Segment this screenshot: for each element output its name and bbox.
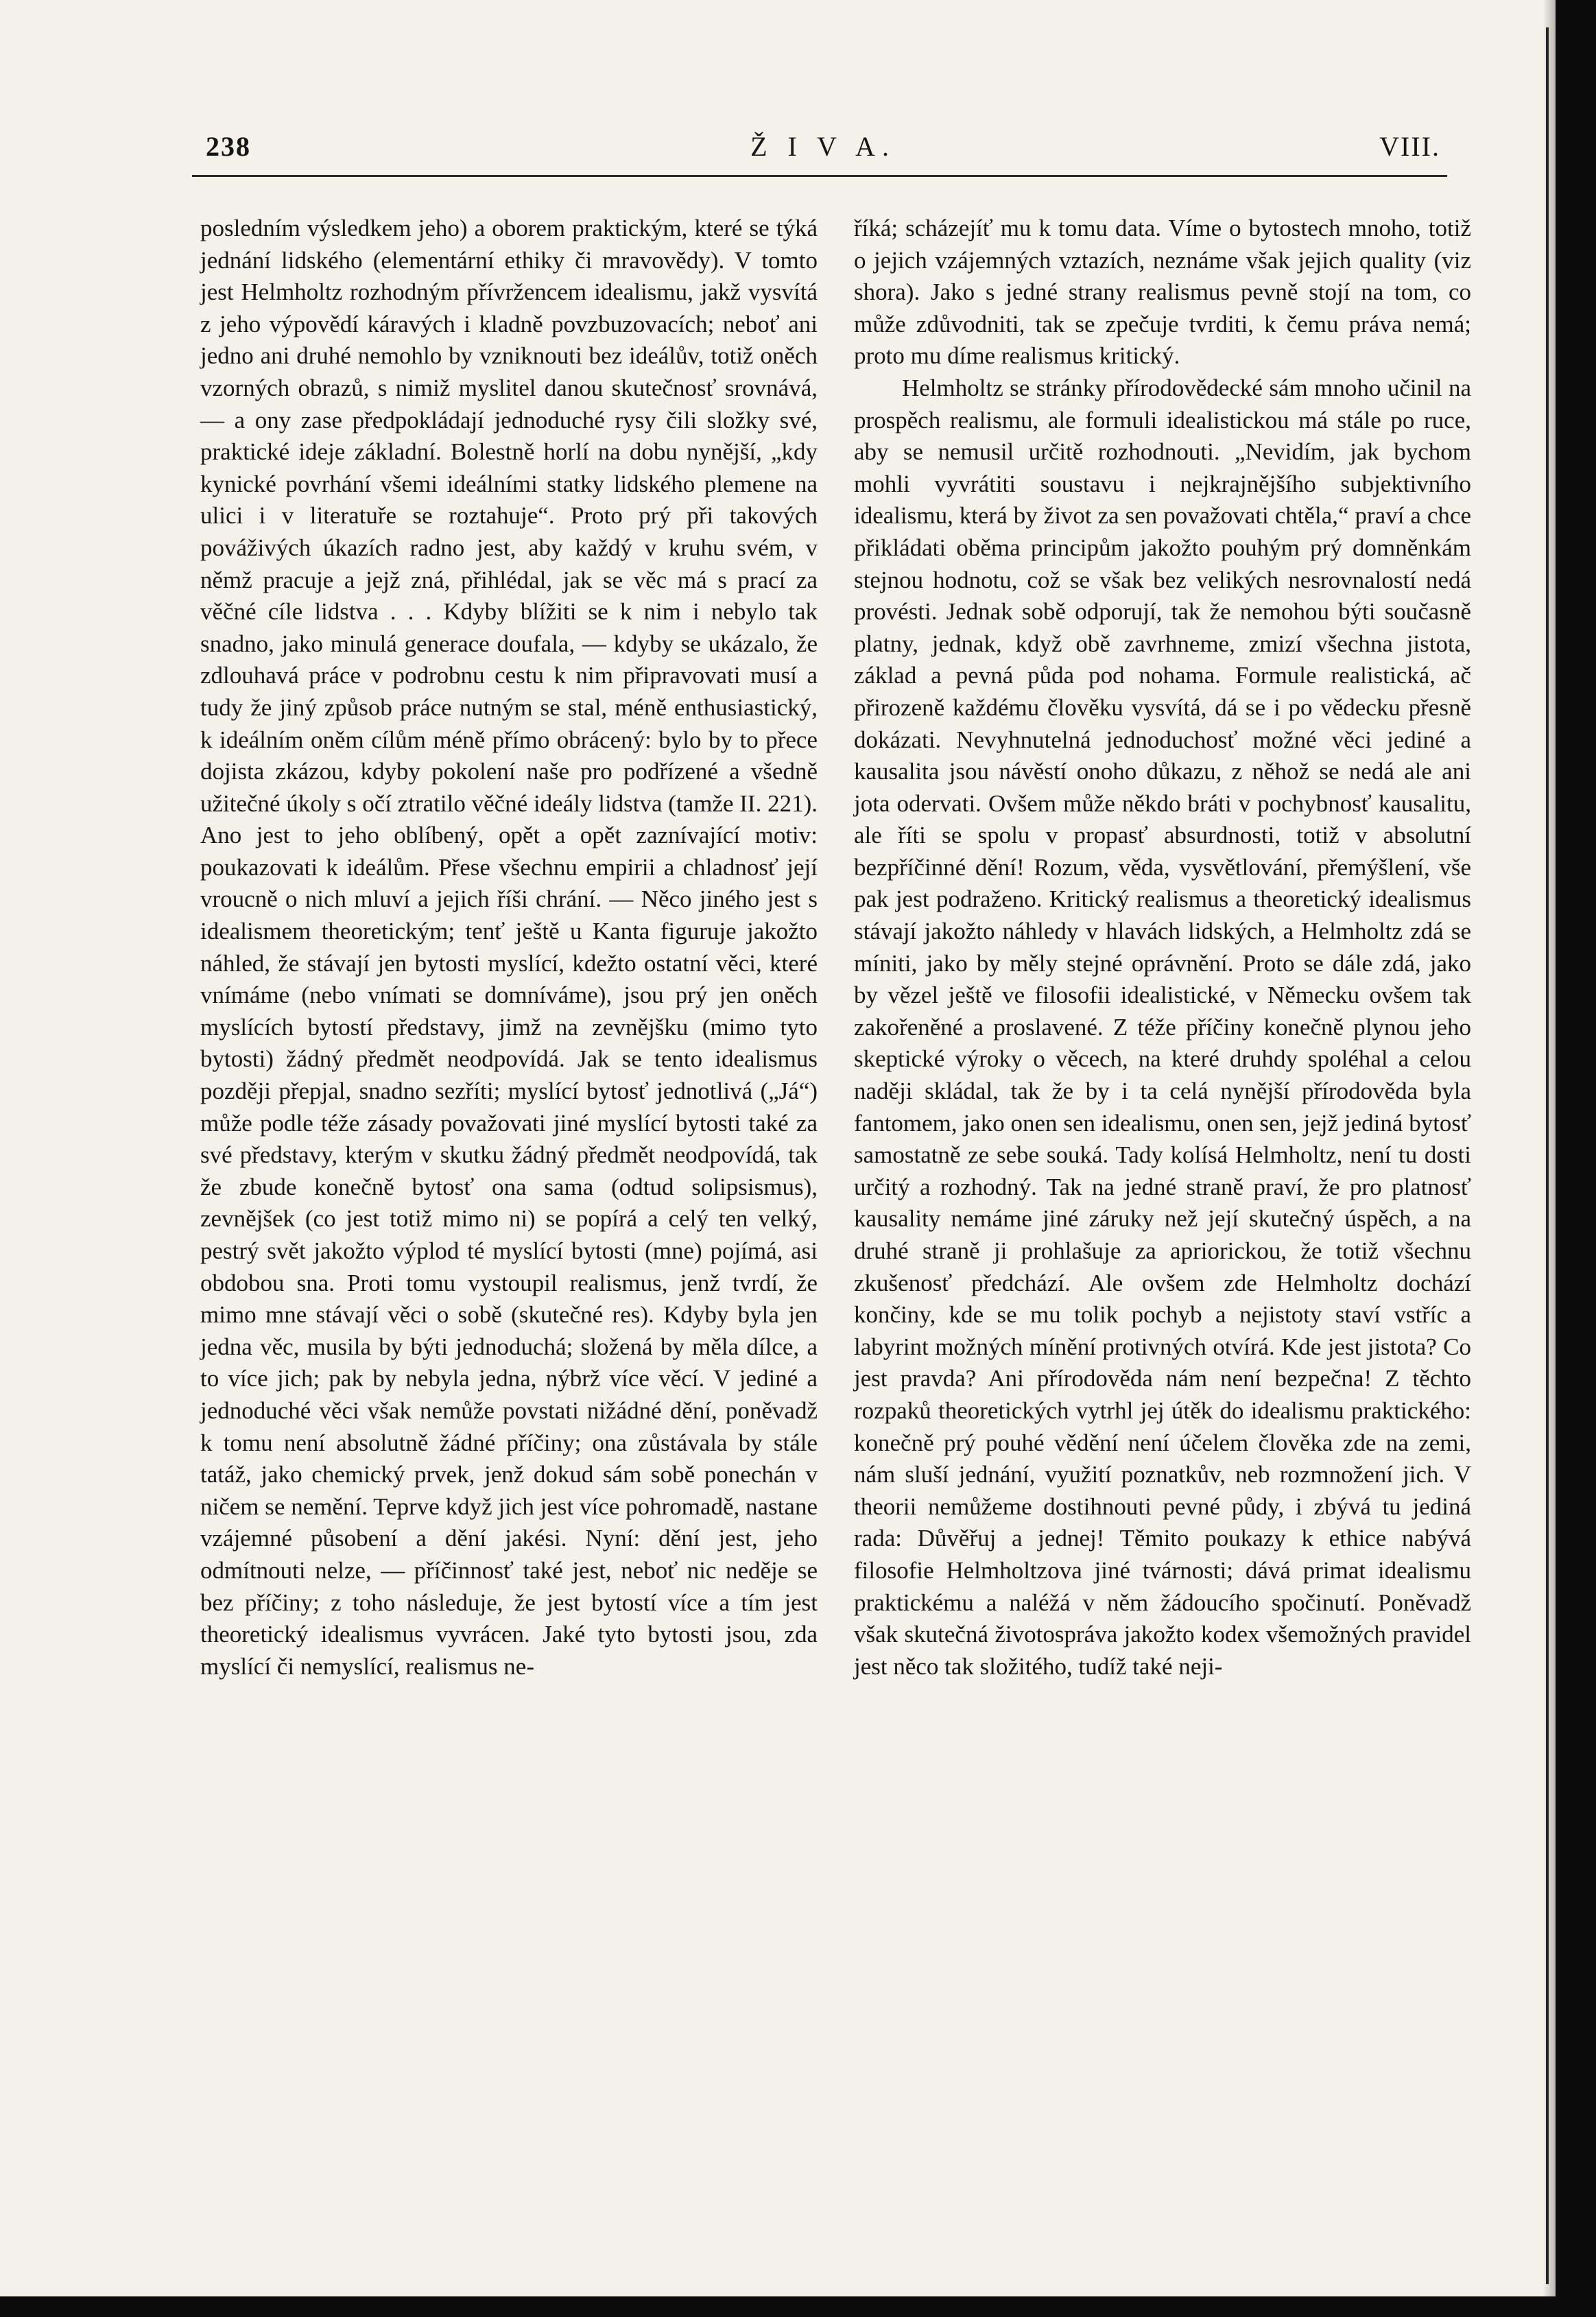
right-paragraph: říká; scházejíť mu k tomu data. Víme o bytostech mnoho, totiž o jejich vzájemných vztazích, neznáme však jejich quality (viz shora). Jako s jedné strany realismus pevně stojí na tom, co může zdůvodniti, tak se zpečuje tvrditi, k čemu práva nemá; proto mu díme realismus kritický. [854,215,1471,370]
binding-edge [1546,27,1549,2284]
right-column [854,213,1471,1683]
journal-title: Ž I V A. [750,131,896,162]
right-paragraph: Helmholtz se stránky přírodovědecké sám mnoho učinil na prospěch realismu, ale formuli idealistickou má stále po ruce, aby se nemusil určitě rozhodnouti. „Nevidím, jak bychom mohli vyvrátiti soustavu i nejkrajnějšího subjektivního idealismu, která by život za sen považovati chtěla,“ praví a chce přikládati oběma principům jakožto pouhým prý domněnkám stejnou hodnotu, což se však bez velikých nesrovnalostí nedá provésti. Jednak sobě odporují, tak že nemohou býti současně platny, jednak, když obě zavrhneme, zmizí všechna jistota, základ a pevná půda pod nohama. Formule realistická, ač přirozeně každému člověku vysvítá, dá se i po vědecku přesně dokázati. Nevyhnutelná jednoduchosť možné věci jediné a kausalita jsou návěstí onoho důkazu, z něhož se nedá ale ani jota odervati. Ovšem může někdo bráti v pochybnosť kausalitu, ale říti se spolu v propasť absurdnosti, totiž v absolutní bezpříčinné dění! Rozum, věda, vysvětlování, přemýšlení, vše pak jest podraženo. Kritický realismus a theoretický idealismus stávají jakožto náhledy v hlavách lidských, a Helmholtz zdá se míniti, jako by měly stejné oprávnění. Proto se dále zdá, jako by vězel ještě ve filosofii idealistické, v Německu ovšem tak zakořeněné a proslavené. Z téže příčiny konečně plynou jeho skeptické výroky o věcech, na které druhdy spoléhal a celou naději skládal, tak že by i ta celá nynější přírodověda byla fantomem, jako onen sen idealismu, onen sen, jejž jediná bytosť samostatně ze sebe souká. Tady kolísá Helmholtz, není tu dosti určitý a rozhodný. Tak na jedné straně praví, že pro platnosť kausality nemáme jiné záruky než její skutečný úspěch, a na druhé straně ji prohlašuje za apriorickou, že totiž všechnu zkušenosť předchází. Ale ovšem zde Helmholtz dochází končiny, kde se mu tolik pochyb a nejistoty staví vstříc a labyrint možných mínění protivných otvírá. Kde jest jistota? Co jest pravda? Ani přírodověda nám není bezpečna! Z těchto rozpaků theoretických vytrhl jej útěk do idealismu praktického: konečně prý pouhé vědění není účelem člověka zde na zemi, nám sluší jednání, využití poznatkův, neb rozmnožení jich. V theorii nemůžeme dostihnouti pevné půdy, i zbývá tu jediná rada: Důvěřuj a jednej! Těmito poukazy k ethice nabývá filosofie Helmholtzova jiné tvárnosti; dává primat idealismu praktickému a naléžá v něm žádoucího spočinutí. Poněvadž však skutečná životospráva jakožto kodex všemožných pravidel jest něco tak složitého, tudíž také neji- [854,374,1471,1680]
page-edge-shadow [1543,0,1556,2296]
running-header [206,123,1440,171]
page-number: 238 [206,131,251,162]
header-rule [192,175,1447,177]
volume-number: VIII. [1379,131,1440,162]
left-column [200,213,818,1683]
left-paragraph: posledním výsledkem jeho) a oborem praktickým, které se týká jednání lidského (elementární ethiky či mravovědy). V tomto jest Helmholtz rozhodným přívržencem idealismu, jakž vysvítá z jeho výpovědí káravých i kladně povzbuzovacích; neboť ani jedno ani druhé nemohlo by vzniknouti bez ideálův, totiž oněch vzorných obrazů, s nimiž myslitel danou skutečnosť srovnává, — a ony zase předpokládají jednoduché rysy čili složky své, praktické ideje základní. Bolestně horlí na dobu nynější, „kdy kynické povrhání všemi ideálními statky lidského plemene na ulici i v literatuře se roztahuje“. Proto prý při takových pováživých úkazích radno jest, aby každý v kruhu svém, v němž pracuje a jejž zná, přihlédal, jak se věc má s prací za věčné cíle lidstva . . . Kdyby blížiti se k nim i nebylo tak snadno, jako minulá generace doufala, — kdyby se ukázalo, že zdlouhavá práce v podrobnu cestu k nim připravovati musí a tudy že jiný způsob práce nutným se stal, méně enthusiastický, k ideálním oněm cílům méně přímo obrácený: bylo by to přece dojista zkázou, kdyby pokolení naše pro podřízené a všedně užitečné úkoly s očí ztratilo věčné ideály lidstva (tamže II. 221). Ano jest to jeho oblíbený, opět a opět zaznívající motiv: poukazovati k ideálům. Přese všechnu empirii a chladnosť její vroucně o nich mluví a jejich říši chrání. — Něco jiného jest s idealismem theoretickým; tenť ještě u Kanta figuruje jakožto náhled, že stávají jen bytosti myslící, kdežto ostatní věci, které vnímáme (nebo vnímati se domníváme), jsou prý jen oněch myslících bytostí představy, jimž na zevnějšku (mimo tyto bytosti) žádný předmět neodpovídá. Jak se tento idealismus později přepjal, snadno sezříti; myslící bytosť jednotlivá („Já“) může podle téže zásady považovati jiné myslící bytosti také za své představy, kterým v skutku žádný předmět neodpovídá, tak že zbude konečně bytosť ona sama (odtud solipsismus), zevnějšek (co jest totiž mimo ni) se popírá a celý ten velký, pestrý svět jakožto výplod té myslící bytosti (mne) pojímá, asi obdobou sna. Proti tomu vystoupil realismus, jenž tvrdí, že mimo mne stávají věci o sobě (skutečné res). Kdyby byla jen jedna věc, musila by býti jednoduchá; složená by měla dílce, a to více jich; pak by nebyla jedna, nýbrž více věcí. V jediné a jednoduché věci však nemůže povstati nižádné dění, poněvadž k tomu není absolutně žádné příčiny; ona zůstávala by stále tatáž, jako chemický prvek, jenž dokud sám sobě ponechán v ničem se nemění. Teprve když jich jest více pohromadě, nastane vzájemné působení a dění jakési. Nyní: dění jest, jeho odmítnouti nelze, — příčinnosť také jest, neboť nic neděje se bez příčiny; z toho následuje, že jest bytostí více a tím jest theoretický idealismus vyvrácen. Jaké tyto bytosti jsou, zda myslící či nemyslící, realismus ne- [200,215,818,1680]
